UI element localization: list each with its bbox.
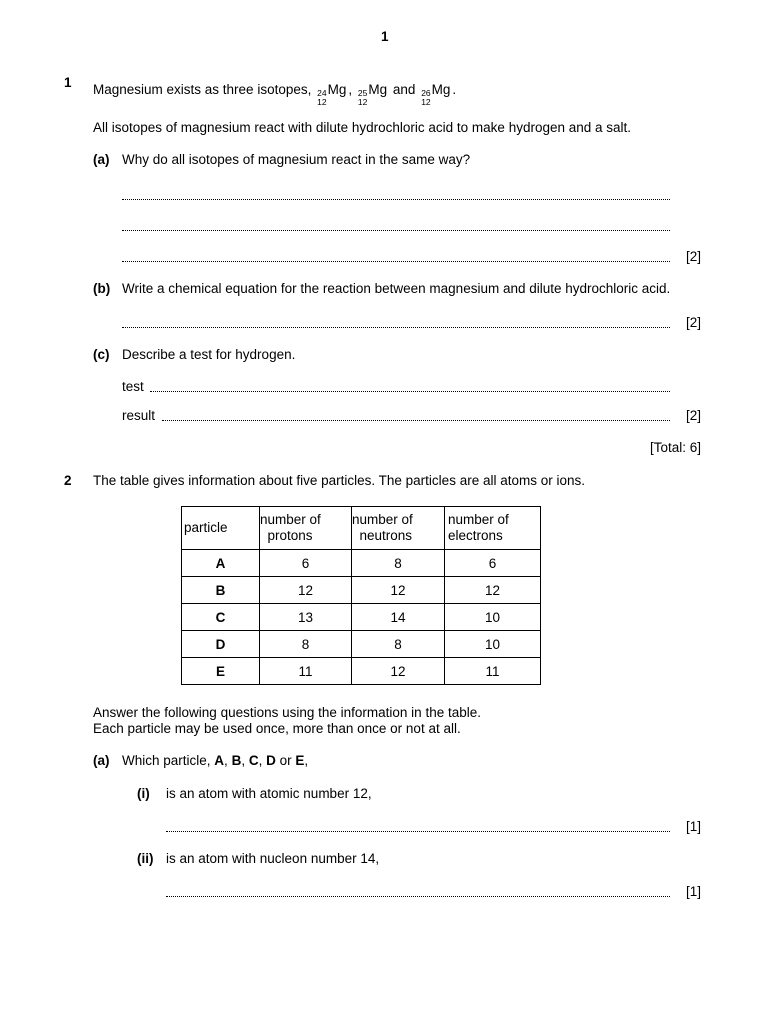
isotope-and: and [392,82,416,97]
cell-neutrons: 8 [352,550,445,577]
header-particle: particle [182,507,260,550]
stem-letter-b: B [231,753,242,768]
q1b-label: (b) [93,281,111,296]
isotope-26-symbol: Mg [431,82,451,97]
cell-particle: C [182,604,260,631]
cell-particle: A [182,550,260,577]
q1-total: [Total: 6] [650,440,702,455]
q1b-answer-line[interactable] [122,317,670,328]
cell-particle: E [182,658,260,685]
cell-protons: 13 [260,604,352,631]
q1c-question: Describe a test for hydrogen. [122,347,296,362]
q2ai-question: is an atom with atomic number 12, [166,786,372,801]
question-1-intro [93,82,456,107]
q2a-label: (a) [93,753,110,768]
isotope-24-atomic: 12 [317,97,327,107]
cell-electrons: 6 [445,550,541,577]
q1c-result-label: result [122,408,156,423]
q2-instruction-line-2: Each particle may be used once, more than once or not at all. [93,721,461,736]
isotope-mg-25 [358,82,387,107]
q1a-answer-line-1[interactable] [122,189,670,200]
isotope-24-symbol: Mg [327,82,347,97]
q1a-label: (a) [93,152,110,167]
isotope-26-atomic: 12 [421,97,431,107]
q1c-marks: [2] [686,408,702,423]
isotope-mg-26 [421,82,450,107]
cell-protons: 8 [260,631,352,658]
q1-intro-text: Magnesium exists as three isotopes, [93,82,312,97]
isotope-25-mass: 25 [357,88,368,98]
isotope-mg-24 [317,82,346,107]
cell-neutrons: 8 [352,631,445,658]
q1c-label: (c) [93,347,110,362]
stem-letter-e: E [295,753,305,768]
question-2-intro: The table gives information about five particles. The particles are all atoms or ions. [93,473,585,488]
cell-particle: B [182,577,260,604]
q2ai-marks: [1] [686,819,702,834]
isotope-comma: , [348,82,353,97]
cell-electrons: 11 [445,658,541,685]
q2aii-answer-line[interactable] [166,886,670,897]
cell-neutrons: 12 [352,658,445,685]
q2ai-label: (i) [137,786,150,801]
isotope-25-symbol: Mg [368,82,388,97]
q2aii-question: is an atom with nucleon number 14, [166,851,380,866]
stem-letter-c: C [248,753,259,768]
header-neutrons: number of neutrons [352,507,445,550]
header-protons: number of protons [260,507,352,550]
q1c-test-label: test [122,379,144,394]
cell-electrons: 10 [445,604,541,631]
isotope-26-mass: 26 [421,88,431,98]
q2a-stem: Which particle, A, B, C, D or E, [122,753,309,768]
isotope-24-mass: 24 [317,88,327,98]
particles-table [181,506,541,685]
q1a-answer-line-2[interactable] [122,220,670,231]
cell-protons: 12 [260,577,352,604]
table-header-row [182,507,541,550]
cell-electrons: 12 [445,577,541,604]
q2aii-marks: [1] [686,884,702,899]
cell-neutrons: 12 [352,577,445,604]
stem-letter-a: A [214,753,225,768]
cell-electrons: 10 [445,631,541,658]
q1a-answer-line-3[interactable] [122,251,670,262]
q1a-question: Why do all isotopes of magnesium react in the same way? [122,152,471,167]
table-row [182,577,541,604]
question-1-statement: All isotopes of magnesium react with dilute hydrochloric acid to make hydrogen and a salt. [93,120,632,135]
header-electrons: number of electrons [445,507,541,550]
q2-instruction-line-1: Answer the following questions using the information in the table. [93,705,481,720]
q1b-marks: [2] [686,315,702,330]
isotope-25-atomic: 12 [357,97,368,107]
q2ai-answer-line[interactable] [166,821,670,832]
q1c-test-answer-line[interactable] [150,381,670,392]
isotope-period: . [452,82,457,97]
stem-letter-d: D [266,753,276,768]
q1c-result-answer-line[interactable] [162,410,670,421]
table-row [182,604,541,631]
question-1-number: 1 [64,75,72,90]
cell-particle: D [182,631,260,658]
cell-protons: 11 [260,658,352,685]
q2aii-label: (ii) [137,851,154,866]
table-row [182,631,541,658]
q1a-marks: [2] [686,249,702,264]
cell-protons: 6 [260,550,352,577]
table-row [182,550,541,577]
question-2-number: 2 [64,473,72,488]
page-number: 1 [381,29,389,44]
cell-neutrons: 14 [352,604,445,631]
q1b-question: Write a chemical equation for the reaction between magnesium and dilute hydrochloric acid. [122,281,671,296]
table-row [182,658,541,685]
